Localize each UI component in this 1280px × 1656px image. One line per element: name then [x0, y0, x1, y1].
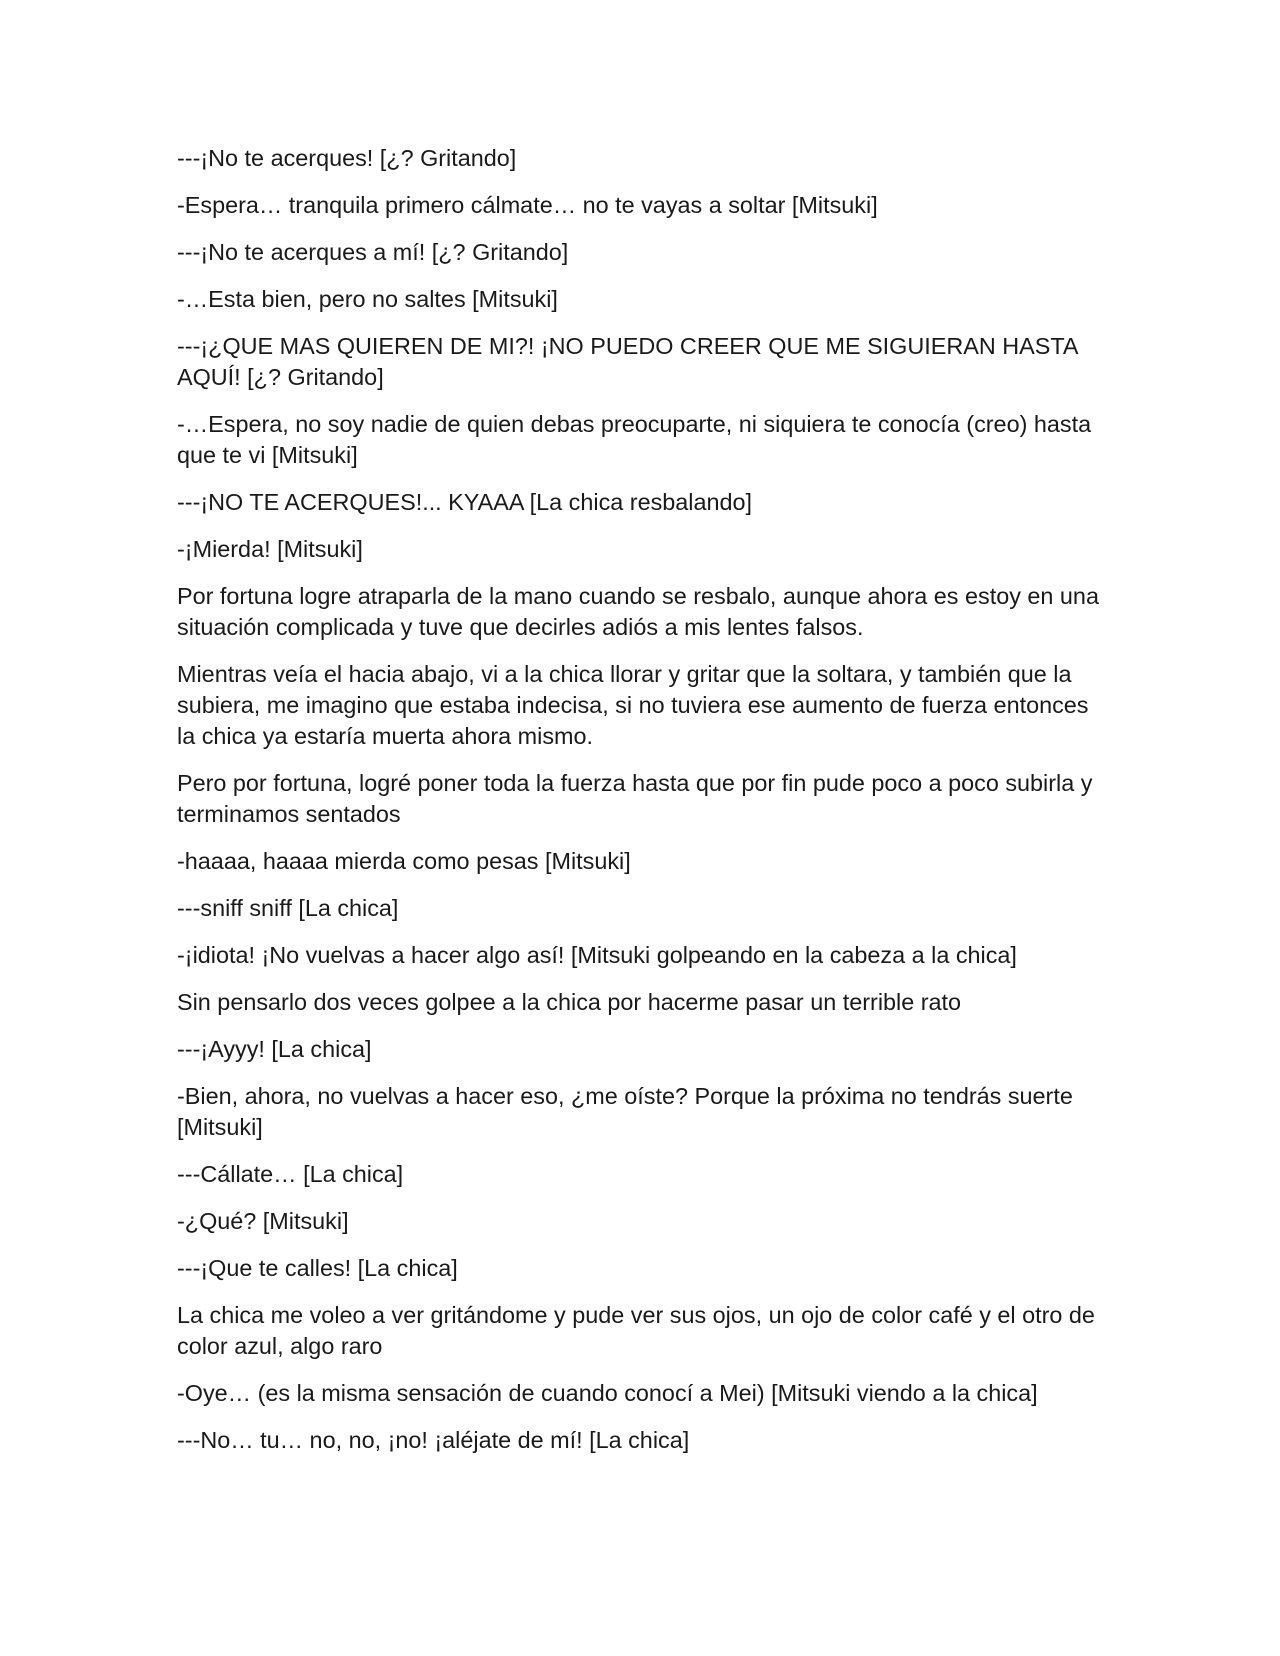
paragraph: -¡idiota! ¡No vuelvas a hacer algo así! [Mitsuki golpeando en la cabeza a la chica] [177, 942, 1017, 968]
paragraph: -Oye… (es la misma sensación de cuando conocí a Mei) [Mitsuki viendo a la chica] [177, 1380, 1038, 1406]
paragraph: -¡Mierda! [Mitsuki] [177, 536, 363, 562]
paragraph: Pero por fortuna, logré poner toda la fuerza hasta que por fin pude poco a poco subirla y terminamos sentados [177, 770, 1093, 827]
paragraph: ---No… tu… no, no, ¡no! ¡aléjate de mí! [La chica] [177, 1427, 690, 1453]
paragraph: ---Cállate… [La chica] [177, 1161, 404, 1187]
paragraph: La chica me voleo a ver gritándome y pude ver sus ojos, un ojo de color café y el otro de color azul, algo raro [177, 1302, 1095, 1359]
paragraph: Sin pensarlo dos veces golpee a la chica por hacerme pasar un terrible rato [177, 989, 962, 1015]
paragraph: -haaaa, haaaa mierda como pesas [Mitsuki] [177, 848, 631, 874]
paragraph: ---¡NO TE ACERQUES!... KYAAA [La chica resbalando] [177, 489, 753, 515]
paragraph: -…Esta bien, pero no saltes [Mitsuki] [177, 286, 558, 312]
paragraph: ---sniff sniff [La chica] [177, 895, 399, 921]
paragraph: Por fortuna logre atraparla de la mano cuando se resbalo, aunque ahora es estoy en una situación complicada y tuve que decirles adiós a mis lentes falsos. [177, 583, 1099, 640]
paragraph: ---¡Que te calles! [La chica] [177, 1255, 458, 1281]
paragraph: ---¡No te acerques a mí! [¿? Gritando] [177, 239, 569, 265]
document-page [177, 143, 1107, 1472]
paragraph: -¿Qué? [Mitsuki] [177, 1208, 349, 1234]
paragraph: ---¡¿QUE MAS QUIEREN DE MI?! ¡NO PUEDO CREER QUE ME SIGUIERAN HASTA AQUÍ! [¿? Gritando] [177, 333, 1078, 390]
paragraph: ---¡No te acerques! [¿? Gritando] [177, 145, 517, 171]
paragraph: -Bien, ahora, no vuelvas a hacer eso, ¿me oíste? Porque la próxima no tendrás suerte [Mitsuki] [177, 1083, 1073, 1140]
paragraph: -Espera… tranquila primero cálmate… no te vayas a soltar [Mitsuki] [177, 192, 878, 218]
paragraph: Mientras veía el hacia abajo, vi a la chica llorar y gritar que la soltara, y también que la subiera, me imagino que estaba indecisa, si no tuviera ese aumento de fuerza entonces la chica ya estaría muerta ahora mismo. [177, 661, 1089, 749]
paragraph: ---¡Ayyy! [La chica] [177, 1036, 372, 1062]
paragraph: -…Espera, no soy nadie de quien debas preocuparte, ni siquiera te conocía (creo) hasta que te vi [Mitsuki] [177, 411, 1092, 468]
